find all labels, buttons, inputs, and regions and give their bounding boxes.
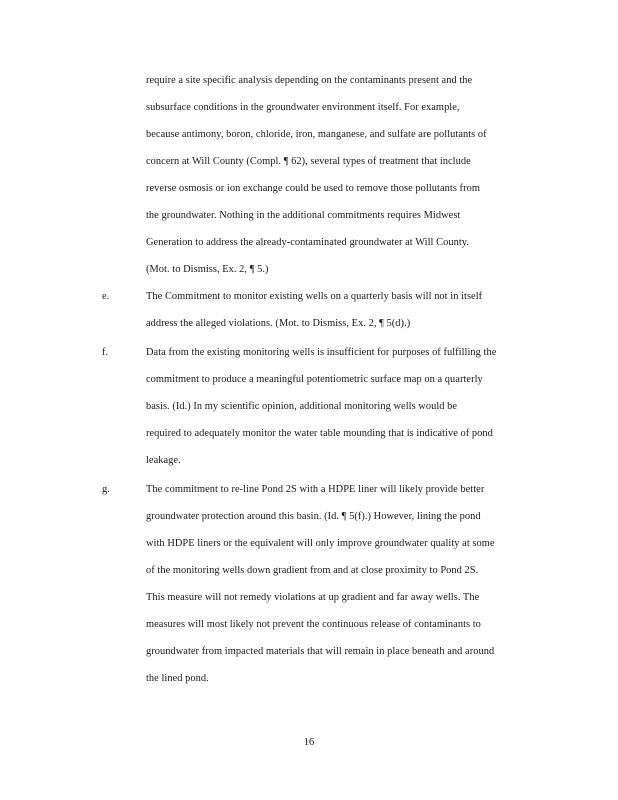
text-line: the lined pond. <box>146 673 209 684</box>
text-line: required to adequately monitor the water table mounding that is indicative of pond <box>146 428 493 439</box>
text-line: the groundwater. Nothing in the additional commitments requires Midwest <box>146 210 461 221</box>
text-line: commitment to produce a meaningful potentiometric surface map on a quarterly <box>146 374 483 385</box>
text-line: with HDPE liners or the equivalent will only improve groundwater quality at some <box>146 538 495 549</box>
text-line: Generation to address the already-contaminated groundwater at Will County. <box>146 237 469 248</box>
text-line: This measure will not remedy violations at up gradient and far away wells. The <box>146 592 480 603</box>
item-marker: g. <box>102 484 110 495</box>
text-line: address the alleged violations. (Mot. to Dismiss, Ex. 2, ¶ 5(d).) <box>146 318 411 329</box>
text-line: groundwater protection around this basin. (Id. ¶ 5(f).) However, lining the pond <box>146 511 481 522</box>
text-line: The Commitment to monitor existing wells on a quarterly basis will not in itself <box>146 291 483 302</box>
text-line: require a site specific analysis depending on the contaminants present and the <box>146 75 473 86</box>
text-line: measures will most likely not prevent the continuous release of contaminants to <box>146 619 481 630</box>
text-line: groundwater from impacted materials that will remain in place beneath and around <box>146 646 495 657</box>
text-line: reverse osmosis or ion exchange could be used to remove those pollutants from <box>146 183 480 194</box>
text-line: leakage. <box>146 455 181 466</box>
text-line: concern at Will County (Compl. ¶ 62), several types of treatment that include <box>146 156 471 167</box>
text-line: basis. (Id.) In my scientific opinion, additional monitoring wells would be <box>146 401 458 412</box>
item-marker: e. <box>102 291 110 302</box>
item-marker: f. <box>102 347 109 358</box>
text-line: subsurface conditions in the groundwater environment itself. For example, <box>146 102 460 113</box>
text-line: of the monitoring wells down gradient from and at close proximity to Pond 2S. <box>146 565 479 576</box>
text-line: (Mot. to Dismiss, Ex. 2, ¶ 5.) <box>146 264 269 275</box>
text-line: Data from the existing monitoring wells is insufficient for purposes of fulfilling the <box>146 347 497 358</box>
text-line: The commitment to re-line Pond 2S with a HDPE liner will likely provide better <box>146 484 485 495</box>
text-line: because antimony, boron, chloride, iron, manganese, and sulfate are pollutants of <box>146 129 487 140</box>
page-number: 16 <box>303 737 315 748</box>
